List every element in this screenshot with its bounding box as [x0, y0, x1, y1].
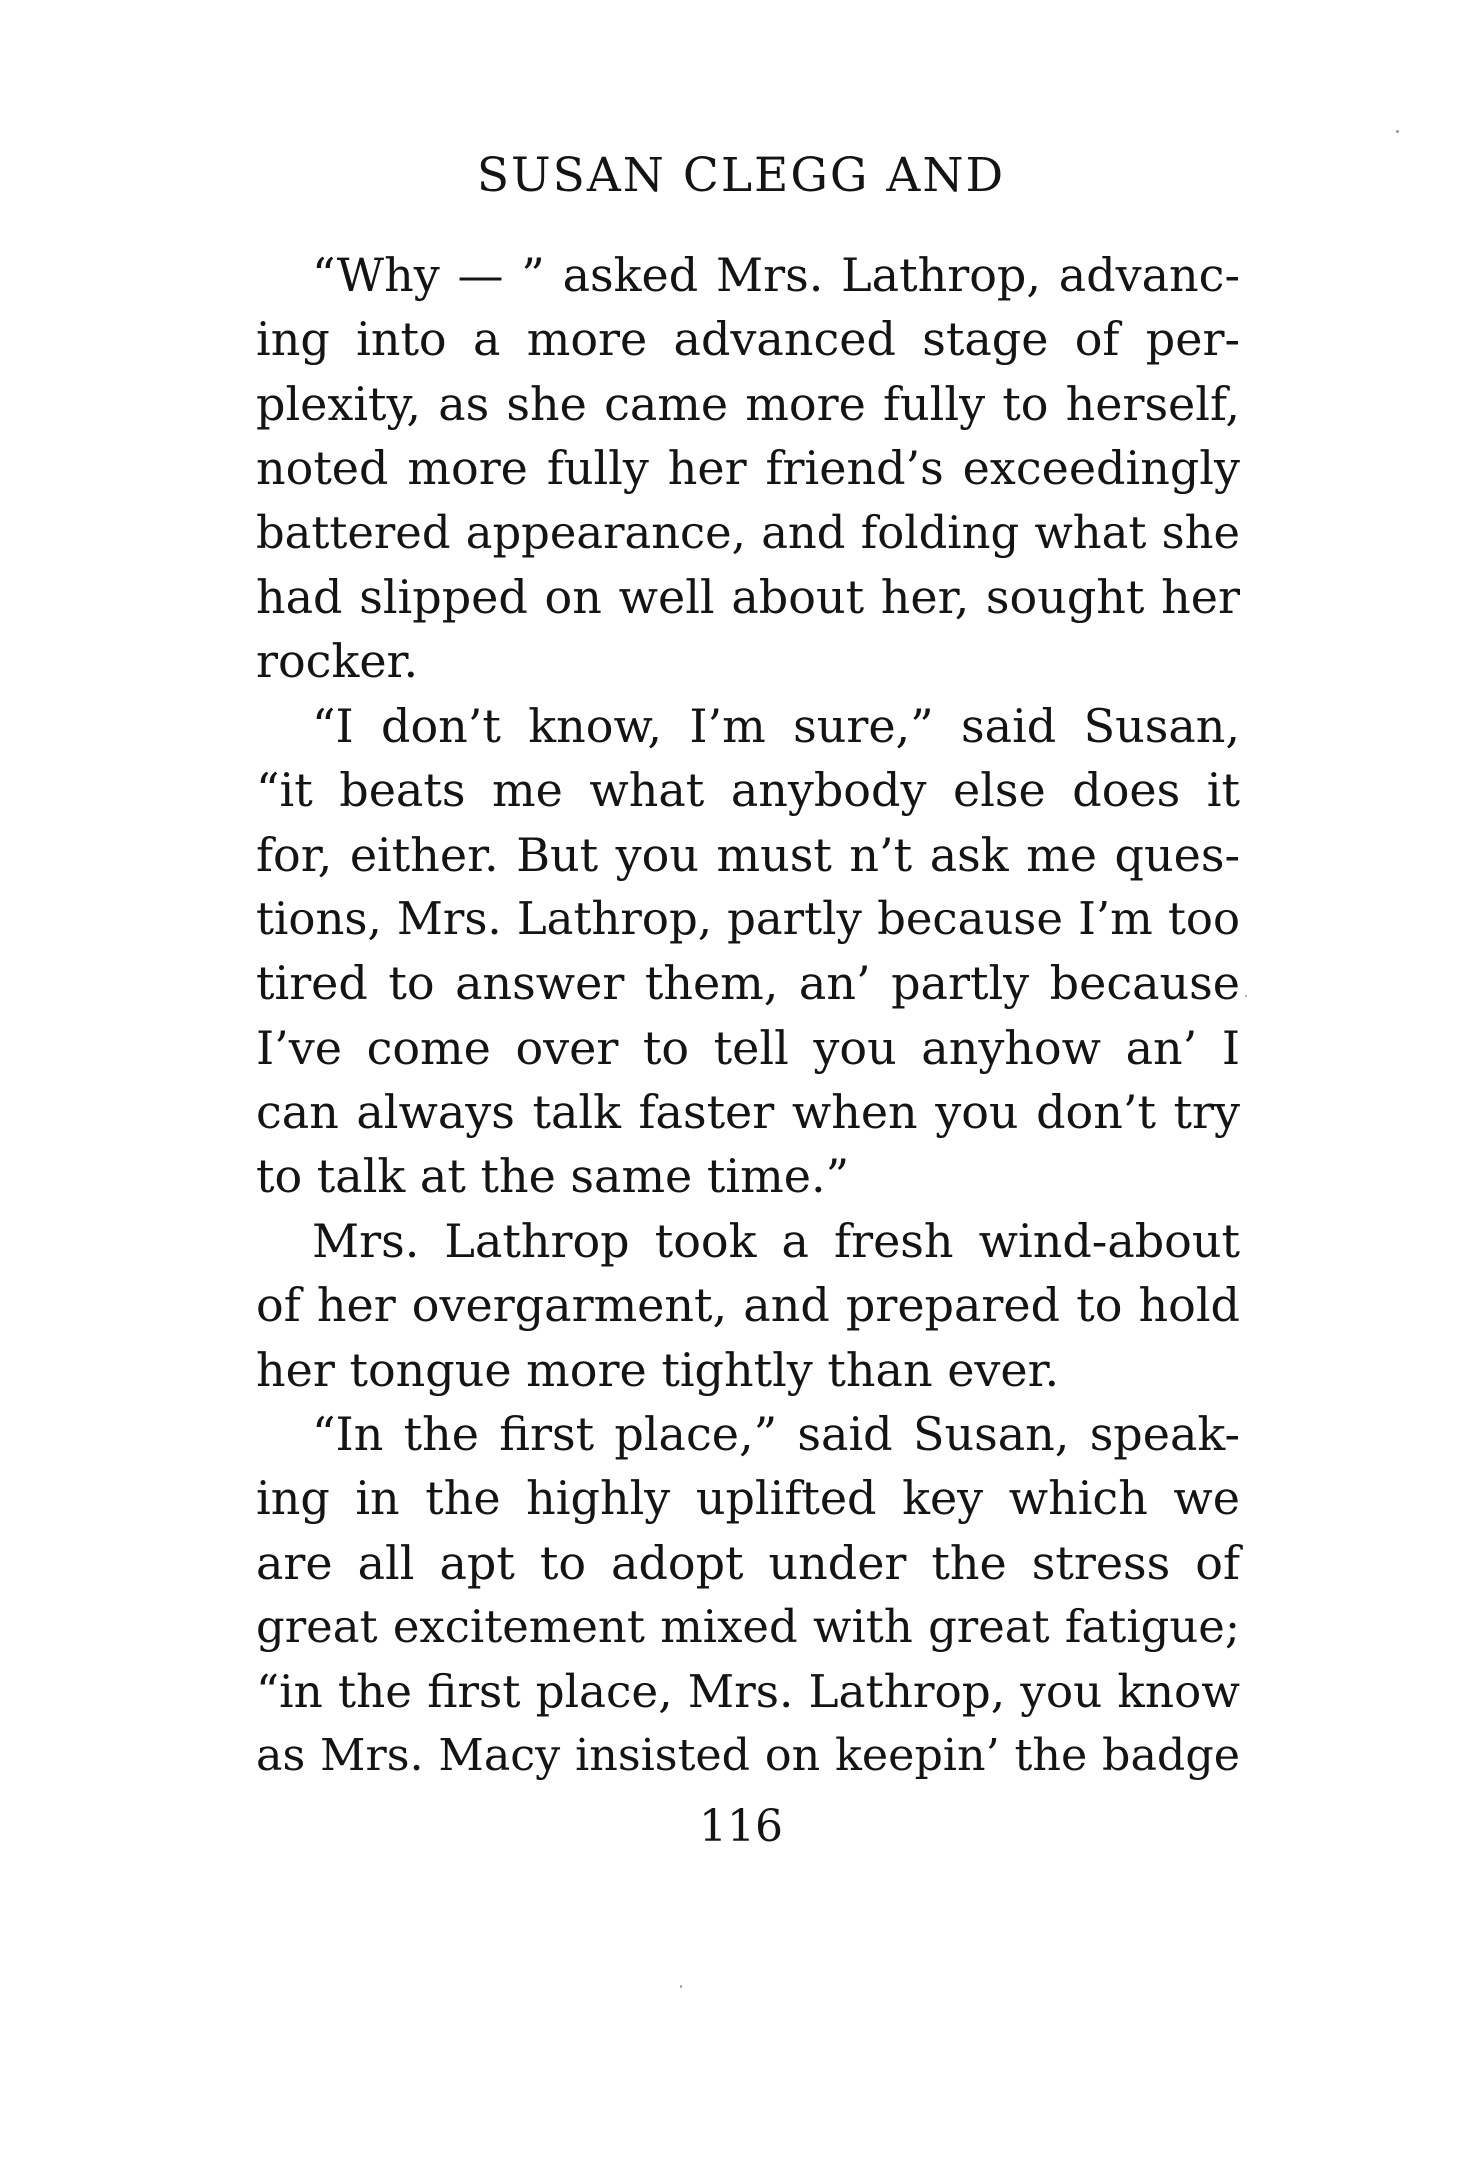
text-line: ing in the highly uplifted key which we	[256, 1471, 1240, 1526]
text-line: “In the first place,” said Susan, speak-	[312, 1407, 1240, 1462]
text-line: plexity, as she came more fully to herself,	[256, 376, 1240, 431]
text-line: noted more fully her friend’s exceedingly	[256, 441, 1240, 496]
text-line: “it beats me what anybody else does it	[256, 763, 1240, 818]
text-line: “Why — ” asked Mrs. Lathrop, advanc-	[312, 248, 1240, 302]
text-line: tired to answer them, an’ partly because	[256, 956, 1240, 1011]
paper-speck	[1245, 995, 1247, 997]
text-line: “in the first place, Mrs. Lathrop, you know	[256, 1664, 1240, 1718]
body-text	[256, 243, 1240, 1788]
text-line: I’ve come over to tell you anyhow an’ I	[256, 1020, 1240, 1075]
text-line: for, either. But you must n’t ask me ques-	[256, 827, 1240, 882]
text-line: tions, Mrs. Lathrop, partly because I’m too	[256, 891, 1240, 945]
text-line: to talk at the same time.”	[256, 1149, 850, 1204]
text-line: can always talk faster when you don’t try	[256, 1085, 1240, 1140]
text-line: rocker.	[256, 634, 419, 689]
text-line: battered appearance, and folding what she	[256, 505, 1240, 559]
paper-speck	[1396, 130, 1399, 133]
text-line: great excitement mixed with great fatigue;	[256, 1600, 1240, 1654]
text-line: are all apt to adopt under the stress of	[256, 1535, 1240, 1590]
text-line: as Mrs. Macy insisted on keepin’ the badge	[256, 1729, 1240, 1781]
text-line: her tongue more tightly than ever.	[256, 1342, 1060, 1397]
page-number: 116	[699, 1801, 783, 1852]
paper-speck	[680, 1985, 682, 1988]
text-line: ing into a more advanced stage of per-	[256, 312, 1240, 367]
text-line: had slipped on well about her, sought her	[256, 569, 1240, 624]
text-line: Mrs. Lathrop took a fresh wind-about	[312, 1213, 1240, 1268]
text-line: of her overgarment, and prepared to hold	[256, 1278, 1240, 1333]
text-line: “I don’t know, I’m sure,” said Susan,	[312, 698, 1240, 753]
running-head: SUSAN CLEGG AND	[476, 148, 1006, 203]
